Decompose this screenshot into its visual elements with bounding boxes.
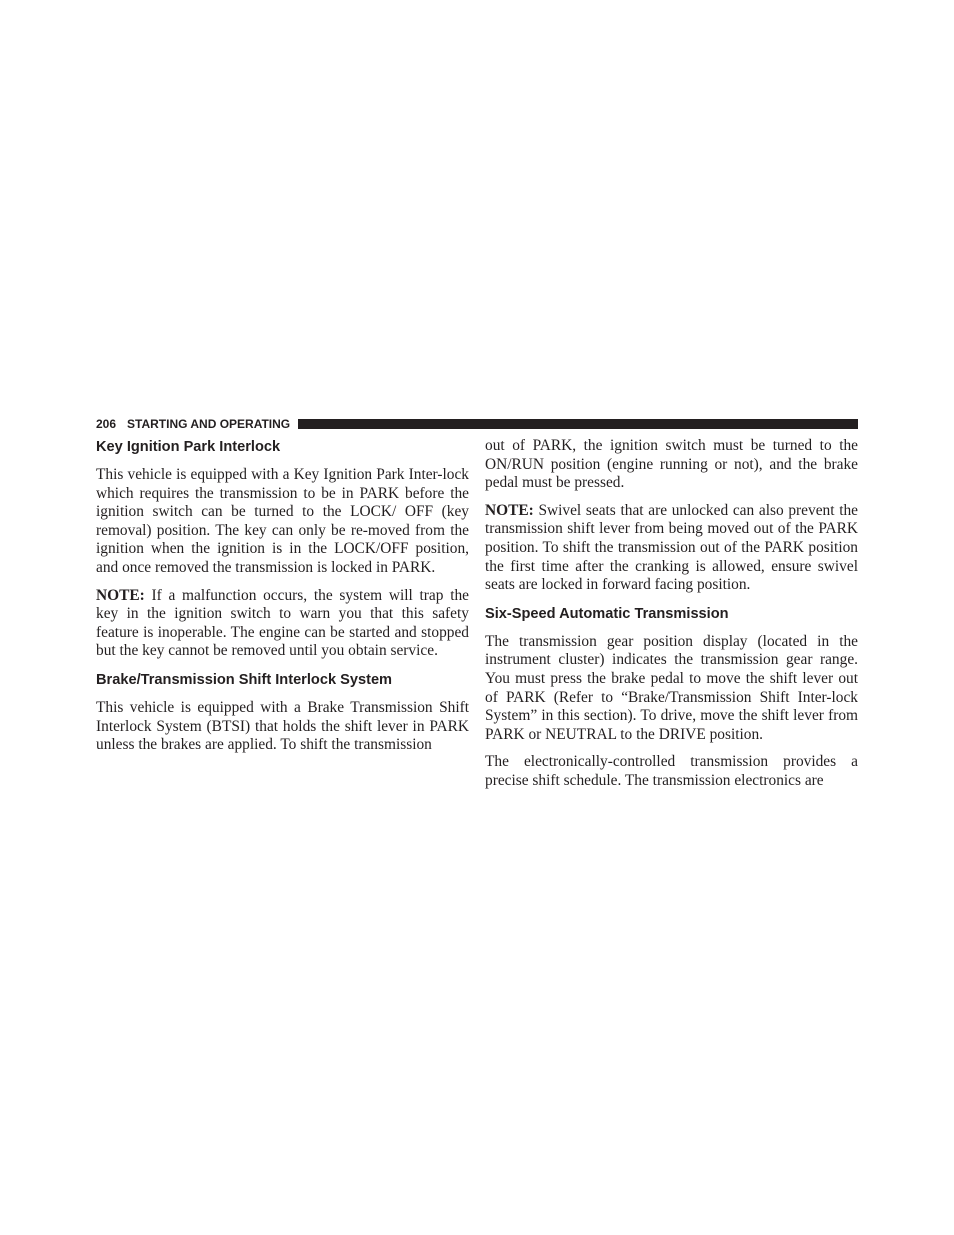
note-swivel-seats [485,502,858,595]
right-column [485,437,858,800]
heading-brake-shift-interlock: Brake/Transmission Shift Interlock System [96,671,393,688]
left-column [96,437,469,764]
note-text: Swivel seats that are unlocked can also prevent the transmission shift lever from being moved out of the PARK position. To shift the transmission out of the PARK position the first time after the cranking is allowed, ensure swivel seats are locked in forward facing position. [485,501,858,594]
heading-key-ignition-park-interlock: Key Ignition Park Interlock [96,439,281,455]
note-label: NOTE: [96,586,145,604]
header-rule [298,419,858,429]
paragraph-btsi-continued: out of PARK, the ignition switch must be turned to the ON/RUN position (engine running or not), and the brake pedal must be pressed. [485,437,858,492]
note-text: If a malfunction occurs, the system will trap the key in the ignition switch to warn you that this safety feature is inoperable. The engine can be started and stopped but the key cannot be removed until you obtain service. [96,586,469,660]
heading-six-speed-transmission: Six-Speed Automatic Transmission [485,605,729,622]
paragraph-btsi: This vehicle is equipped with a Brake Transmission Shift Interlock System (BTSI) that holds the shift lever in PARK unless the brakes are applied. To shift the transmission [96,698,469,754]
paragraph-key-interlock: This vehicle is equipped with a Key Ignition Park Inter-lock which requires the transmission to be in PARK before the ignition switch can be turned to the LOCK/ OFF (key removal) position. The key can only be re-moved from the ignition when the ignition is in the LOCK/OFF position, and once removed the transmission is locked in PARK. [96,466,469,576]
paragraph-electronic-transmission: The electronically-controlled transmission provides a precise shift schedule. The transmission electronics are [485,753,858,789]
page-number: 206 [96,417,117,431]
note-malfunction [96,587,469,661]
paragraph-gear-display: The transmission gear position display (located in the instrument cluster) indicates the transmission gear range. You must press the brake pedal to move the shift lever out of PARK (Refer to “Brake/Transmission Shift Inter-lock System” in this section). To drive, move the shift lever from PARK or NEUTRAL to the DRIVE position. [485,632,858,743]
section-title: STARTING AND OPERATING [127,417,291,431]
note-label: NOTE: [485,501,534,519]
page-header [96,417,858,431]
